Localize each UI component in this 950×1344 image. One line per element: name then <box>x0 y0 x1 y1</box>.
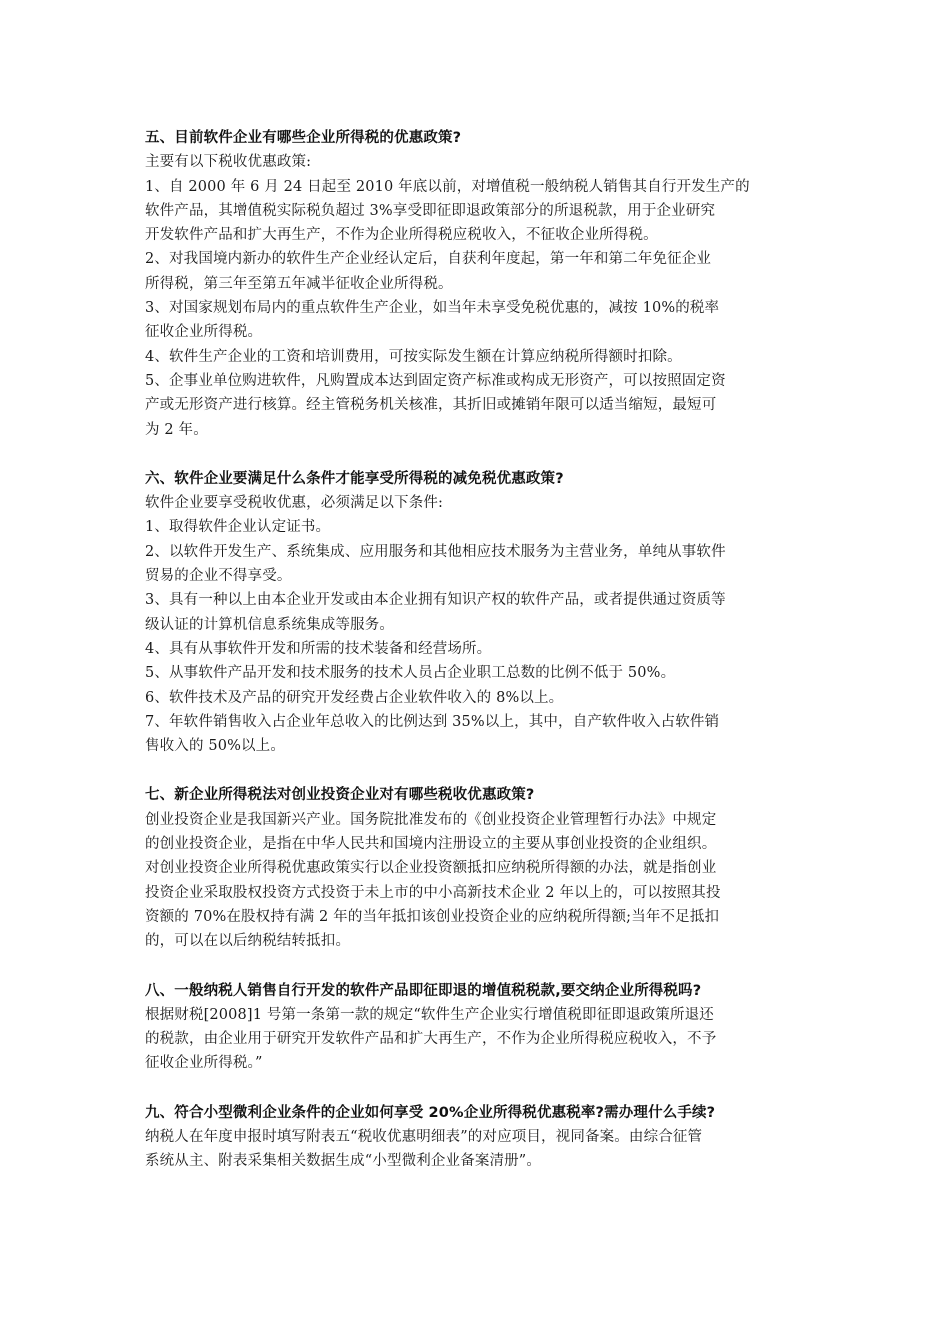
paragraph-line: 3、具有一种以上由本企业开发或由本企业拥有知识产权的软件产品，或者提供通过资质等 <box>145 592 726 609</box>
paragraph-line: 的，可以在以后纳税结转抵扣。 <box>145 933 351 950</box>
section-7 <box>145 783 810 953</box>
paragraph-line: 的创业投资企业，是指在中华人民共和国境内注册设立的主要从事创业投资的企业组织。 <box>145 836 717 853</box>
paragraph-line: 纳税人在年度申报时填写附表五“税收优惠明细表”的对应项目，视同备案。由综合征管 <box>145 1128 703 1145</box>
paragraph-line: 级认证的计算机信息系统集成等服务。 <box>145 616 395 633</box>
paragraph-line: 5、企事业单位购进软件，凡购置成本达到固定资产标准或构成无形资产，可以按照固定资 <box>145 372 726 389</box>
paragraph-line: 1、取得软件企业认定证书。 <box>145 519 331 536</box>
paragraph-line: 资额的 70%在股权持有满 2 年的当年抵扣该创业投资企业的应纳税所得额;当年不足抵扣 <box>145 908 720 925</box>
paragraph-line: 投资企业采取股权投资方式投资于未上市的中小高新技术企业 2 年以上的，可以按照其投 <box>145 884 721 901</box>
paragraph-line: 征收企业所得税。 <box>145 324 263 341</box>
paragraph-line: 征收企业所得税。” <box>145 1055 263 1072</box>
section-heading: 六、软件企业要满足什么条件才能享受所得税的减免税优惠政策? <box>145 470 564 487</box>
section-6 <box>145 467 810 759</box>
paragraph-line: 开发软件产品和扩大再生产，不作为企业所得税应税收入，不征收企业所得税。 <box>145 227 658 244</box>
section-heading: 五、目前软件企业有哪些企业所得税的优惠政策? <box>145 130 462 146</box>
paragraph-line: 6、软件技术及产品的研究开发经费占企业软件收入的 8%以上。 <box>145 689 564 706</box>
section-9 <box>145 1101 810 1174</box>
paragraph-line: 7、年软件销售收入占企业年总收入的比例达到 35%以上，其中，自产软件收入占软件销 <box>145 713 720 730</box>
section-5 <box>145 126 810 442</box>
paragraph-line: 2、以软件开发生产、系统集成、应用服务和其他相应技术服务为主营业务，单纯从事软件 <box>145 543 726 560</box>
section-heading: 八、一般纳税人销售自行开发的软件产品即征即退的增值税税款,要交纳企业所得税吗? <box>145 982 702 999</box>
paragraph-line: 贸易的企业不得享受。 <box>145 568 292 585</box>
paragraph-line: 软件产品，其增值税实际税负超过 3%享受即征即退政策部分的所退税款，用于企业研究 <box>145 202 716 219</box>
paragraph-line: 产或无形资产进行核算。经主管税务机关核准，其折旧或摊销年限可以适当缩短，最短可 <box>145 397 717 414</box>
paragraph-line: 2、对我国境内新办的软件生产企业经认定后，自获利年度起，第一年和第二年免征企业 <box>145 251 712 268</box>
paragraph-line: 主要有以下税收优惠政策: <box>145 154 312 171</box>
paragraph-line: 根据财税[2008]1 号第一条第一款的规定“软件生产企业实行增值税即征即退政策所退还 <box>145 1006 714 1023</box>
paragraph-line: 1、自 2000 年 6 月 24 日起至 2010 年底以前，对增值税一般纳税人销售其自行开发生产的 <box>145 178 750 195</box>
paragraph-line: 5、从事软件产品开发和技术服务的技术人员占企业职工总数的比例不低于 50%。 <box>145 665 676 682</box>
paragraph-line: 对创业投资企业所得税优惠政策实行以企业投资额抵扣应纳税所得额的办法，就是指创业 <box>145 860 717 877</box>
section-8 <box>145 979 810 1076</box>
paragraph-line: 售收入的 50%以上。 <box>145 738 285 755</box>
paragraph-line: 3、对国家规划布局内的重点软件生产企业，如当年未享受免税优惠的，减按 10%的税率 <box>145 300 720 317</box>
paragraph-line: 软件企业要享受税收优惠，必须满足以下条件: <box>145 495 444 512</box>
section-heading: 七、新企业所得税法对创业投资企业对有哪些税收优惠政策? <box>145 787 535 804</box>
paragraph-line: 创业投资企业是我国新兴产业。国务院批准发布的《创业投资企业管理暂行办法》中规定 <box>145 811 717 828</box>
paragraph-line: 4、具有从事软件开发和所需的技术装备和经营场所。 <box>145 640 492 657</box>
paragraph-line: 系统从主、附表采集相关数据生成“小型微利企业备案清册”。 <box>145 1153 542 1170</box>
paragraph-line: 所得税，第三年至第五年减半征收企业所得税。 <box>145 275 453 292</box>
section-heading: 九、符合小型微利企业条件的企业如何享受 20%企业所得税优惠税率?需办理什么手续? <box>145 1104 716 1121</box>
paragraph-line: 的税款，由企业用于研究开发软件产品和扩大再生产，不作为企业所得税应税收入，不予 <box>145 1031 717 1048</box>
paragraph-line: 4、软件生产企业的工资和培训费用，可按实际发生额在计算应纳税所得额时扣除。 <box>145 348 682 365</box>
paragraph-line: 为 2 年。 <box>145 421 208 438</box>
document-body <box>145 126 810 1199</box>
